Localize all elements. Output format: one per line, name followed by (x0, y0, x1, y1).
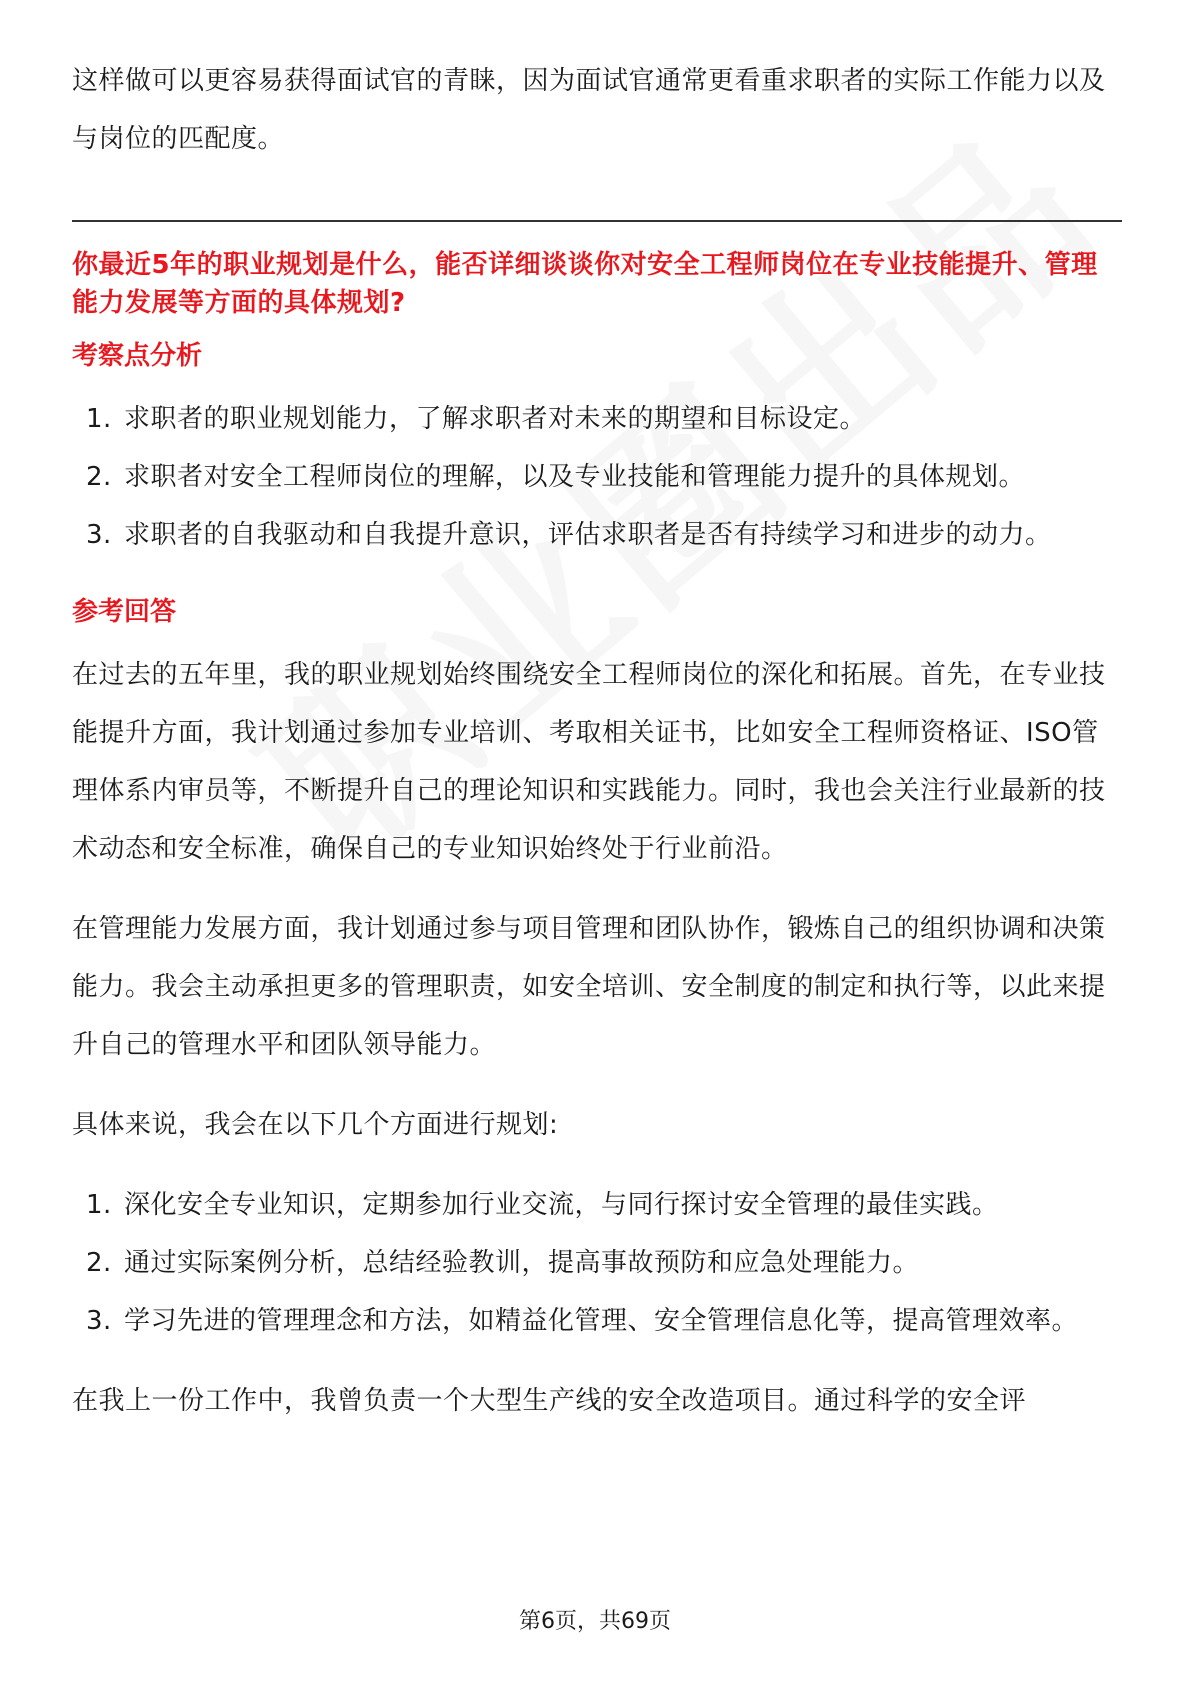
list-item-number: 2. (86, 462, 112, 492)
list-item-number: 1. (86, 404, 112, 434)
answer-paragraph: 在管理能力发展方面，我计划通过参与项目管理和团队协作，锻炼自己的组织协调和决策能力。我会主动承担更多的管理职责，如安全培训、安全制度的制定和执行等，以此来提升自己的管理水平和团队领导能力。 (72, 914, 1106, 1060)
answer-heading: 参考回答 (72, 597, 177, 627)
list-item (72, 390, 1122, 448)
list-item-text: 深化安全专业知识，定期参加行业交流，与同行探讨安全管理的最佳实践。 (124, 1190, 999, 1220)
page-number: 第6页，共69页 (519, 1609, 671, 1634)
list-item (72, 448, 1122, 506)
list-item (72, 1292, 1122, 1350)
list-item (72, 506, 1122, 564)
intro-paragraph: 这样做可以更容易获得面试官的青睐，因为面试官通常更看重求职者的实际工作能力以及与岗位的匹配度。 (72, 66, 1106, 154)
question-heading: 你最近5年的职业规划是什么，能否详细谈谈你对安全工程师岗位在专业技能提升、管理能力发展等方面的具体规划? (72, 250, 1098, 318)
plan-list (72, 1176, 1122, 1350)
list-item-number: 2. (86, 1248, 112, 1278)
list-item-text: 求职者对安全工程师岗位的理解，以及专业技能和管理能力提升的具体规划。 (124, 462, 1026, 492)
list-item-text: 学习先进的管理理念和方法，如精益化管理、安全管理信息化等，提高管理效率。 (124, 1306, 1079, 1336)
list-item (72, 1234, 1122, 1292)
list-item (72, 1176, 1122, 1234)
list-item-number: 3. (86, 520, 112, 550)
analysis-heading: 考察点分析 (72, 341, 203, 371)
list-item-number: 3. (86, 1306, 112, 1336)
list-item-text: 通过实际案例分析，总结经验教训，提高事故预防和应急处理能力。 (124, 1248, 920, 1278)
answer-paragraph: 具体来说，我会在以下几个方面进行规划: (72, 1110, 559, 1140)
answer-paragraph: 在过去的五年里，我的职业规划始终围绕安全工程师岗位的深化和拓展。首先，在专业技能提升方面，我计划通过参加专业培训、考取相关证书，比如安全工程师资格证、ISO管理体系内审员等，不断提升自己的理论知识和实践能力。同时，我也会关注行业最新的技术动态和安全标准，确保自己的专业知识始终处于行业前沿。 (72, 660, 1106, 864)
section-divider (72, 220, 1122, 222)
document-page (72, 52, 1122, 1430)
list-item-number: 1. (86, 1190, 112, 1220)
list-item-text: 求职者的职业规划能力，了解求职者对未来的期望和目标设定。 (124, 404, 867, 434)
list-item-text: 求职者的自我驱动和自我提升意识，评估求职者是否有持续学习和进步的动力。 (124, 520, 1052, 550)
closing-paragraph: 在我上一份工作中，我曾负责一个大型生产线的安全改造项目。通过科学的安全评 (72, 1386, 1027, 1416)
analysis-list (72, 390, 1122, 564)
